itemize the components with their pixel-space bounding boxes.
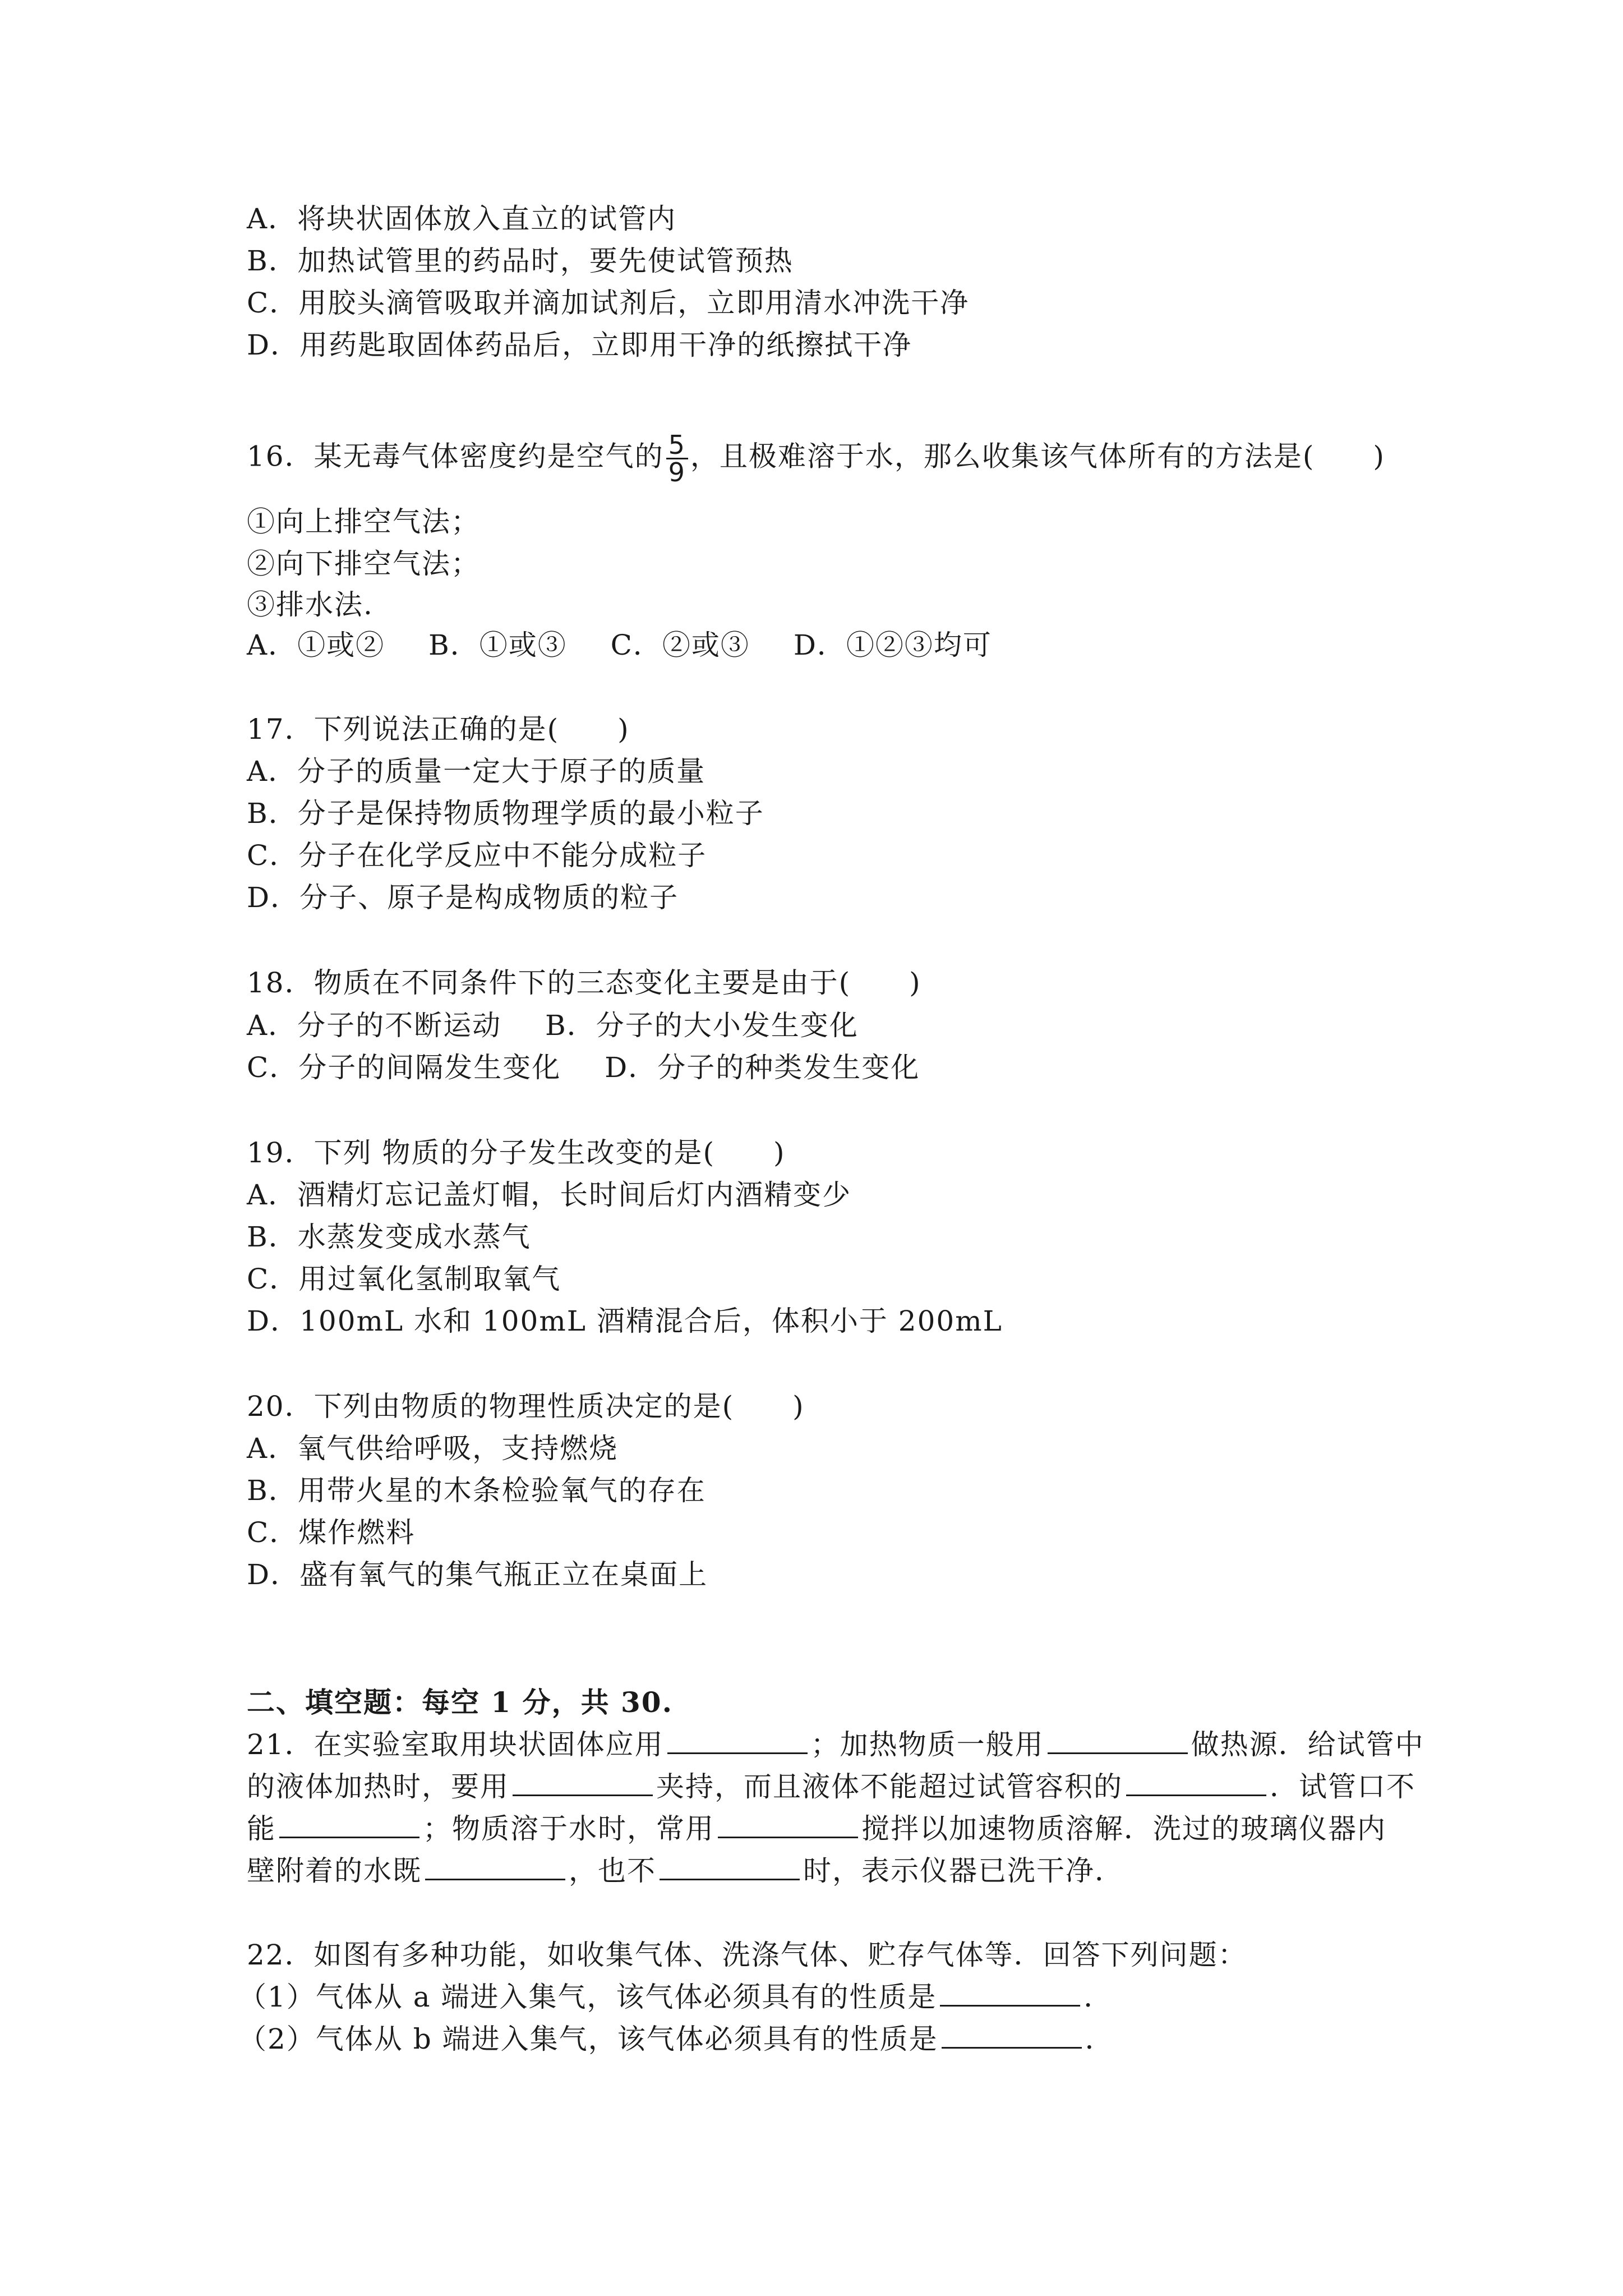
answer-blank[interactable] — [513, 1770, 653, 1796]
q16-fraction-denominator: 9 — [668, 457, 686, 487]
q19-option-c: C．用过氧化氢制取氧气 — [247, 1263, 561, 1295]
q17-option-c: C．分子在化学反应中不能分成粒子 — [247, 839, 707, 872]
q18-options-row-1 — [247, 1009, 859, 1042]
q20-option-a: A．氧气供给呼吸，支持燃烧 — [247, 1432, 619, 1465]
q16-item-1: ①向上排空气法； — [247, 505, 480, 538]
q17-stem: 17．下列说法正确的是( ) — [247, 713, 630, 746]
answer-blank[interactable] — [1048, 1728, 1188, 1754]
answer-blank[interactable] — [425, 1854, 565, 1880]
q21-line-2 — [247, 1770, 1415, 1803]
q18-option-a: A．分子的不断运动 — [247, 1009, 502, 1042]
q21-text-3c: 搅拌以加速物质溶解．洗过的玻璃仪器内 — [861, 1812, 1386, 1845]
q15-option-a: A．将块状固体放入直立的试管内 — [247, 203, 677, 235]
q21-text-1a: 21．在实验室取用块状固体应用 — [247, 1728, 664, 1761]
q21-text-1b: ；加热物质一般用 — [810, 1728, 1044, 1761]
q16-item-2: ②向下排空气法； — [247, 547, 480, 580]
q16-options — [247, 628, 992, 662]
q17-option-b: B．分子是保持物质物理学质的最小粒子 — [247, 797, 764, 830]
q18-options-row-2 — [247, 1051, 920, 1084]
q22-stem: 22．如图有多种功能，如收集气体、洗涤气体、贮存气体等．回答下列问题： — [247, 1939, 1247, 1971]
q21-text-2a: 的液体加热时，要用 — [247, 1770, 509, 1803]
answer-blank[interactable] — [279, 1812, 419, 1838]
q22-part-1 — [238, 1980, 1113, 2014]
answer-blank[interactable] — [667, 1728, 808, 1754]
q16-option-d: D．①②③均可 — [793, 629, 992, 661]
q21-line-1 — [247, 1728, 1424, 1761]
q20-stem: 20．下列由物质的物理性质决定的是( ) — [247, 1390, 805, 1423]
q16-fraction-numerator: 5 — [666, 432, 688, 459]
q16-option-a: A．①或② — [247, 629, 385, 661]
q17-option-d: D．分子、原子是构成物质的粒子 — [247, 881, 679, 914]
q16-stem — [247, 432, 1385, 485]
answer-blank[interactable] — [940, 1980, 1080, 2007]
q18-option-d: D．分子的种类发生变化 — [605, 1051, 920, 1084]
q16-option-c: C．②或③ — [610, 629, 750, 661]
q20-option-b: B．用带火星的木条检验氧气的存在 — [247, 1474, 706, 1507]
q21-text-4b: ，也不 — [569, 1855, 656, 1887]
q19-option-d: D．100mL 水和 100mL 酒精混合后，体积小于 200mL — [247, 1305, 1003, 1337]
q21-line-4 — [247, 1854, 1124, 1888]
q22-part-2-text: （2）气体从 b 端进入集气，该气体必须具有的性质是 — [238, 2023, 938, 2055]
q16-stem-before: 16．某无毒气体密度约是空气的 — [247, 440, 664, 473]
q22-part-2-end: ． — [1085, 2023, 1114, 2055]
q19-option-b: B．水蒸发变成水蒸气 — [247, 1221, 531, 1253]
q16-option-b: B．①或③ — [428, 629, 567, 661]
q20-option-d: D．盛有氧气的集气瓶正立在桌面上 — [247, 1558, 708, 1591]
q21-text-4a: 壁附着的水既 — [247, 1855, 422, 1887]
q21-text-3a: 能 — [247, 1812, 276, 1845]
q20-option-c: C．煤作燃料 — [247, 1516, 416, 1549]
q15-option-b: B．加热试管里的药品时，要先使试管预热 — [247, 245, 794, 277]
answer-blank[interactable] — [942, 2022, 1082, 2049]
q22-part-2 — [238, 2022, 1114, 2056]
q16-fraction — [666, 432, 688, 485]
q17-option-a: A．分子的质量一定大于原子的质量 — [247, 755, 706, 788]
q22-part-1-end: ． — [1083, 1981, 1113, 2013]
q18-stem: 18．物质在不同条件下的三态变化主要是由于( ) — [247, 967, 921, 999]
q18-option-c: C．分子的间隔发生变化 — [247, 1051, 561, 1084]
q21-text-3b: ；物质溶于水时，常用 — [423, 1812, 714, 1845]
answer-blank[interactable] — [660, 1854, 800, 1880]
q21-text-1c: 做热源．给试管中 — [1191, 1728, 1424, 1761]
q19-stem: 19．下列 物质的分子发生改变的是( ) — [247, 1137, 786, 1169]
q18-option-b: B．分子的大小发生变化 — [545, 1009, 859, 1042]
q15-option-c: C．用胶头滴管吸取并滴加试剂后，立即用清水冲洗干净 — [247, 287, 970, 319]
answer-blank[interactable] — [1126, 1770, 1266, 1796]
q21-text-2b: 夹持，而且液体不能超过试管容积的 — [656, 1770, 1123, 1803]
q21-text-4c: 时，表示仪器已洗干净． — [803, 1855, 1124, 1887]
q19-option-a: A．酒精灯忘记盖灯帽，长时间后灯内酒精变少 — [247, 1179, 852, 1211]
answer-blank[interactable] — [718, 1812, 858, 1838]
q16-stem-after: ，且极难溶于水，那么收集该气体所有的方法是( ) — [690, 440, 1385, 473]
q21-text-2c: ．试管口不 — [1270, 1770, 1415, 1803]
q16-item-3: ③排水法. — [247, 588, 374, 621]
q22-part-1-text: （1）气体从 a 端进入集气，该气体必须具有的性质是 — [238, 1981, 937, 2013]
q15-option-d: D．用药匙取固体药品后，立即用干净的纸擦拭干净 — [247, 329, 912, 361]
section-2-heading: 二、填空题：每空 1 分，共 30. — [247, 1686, 673, 1719]
q21-line-3 — [247, 1812, 1386, 1846]
